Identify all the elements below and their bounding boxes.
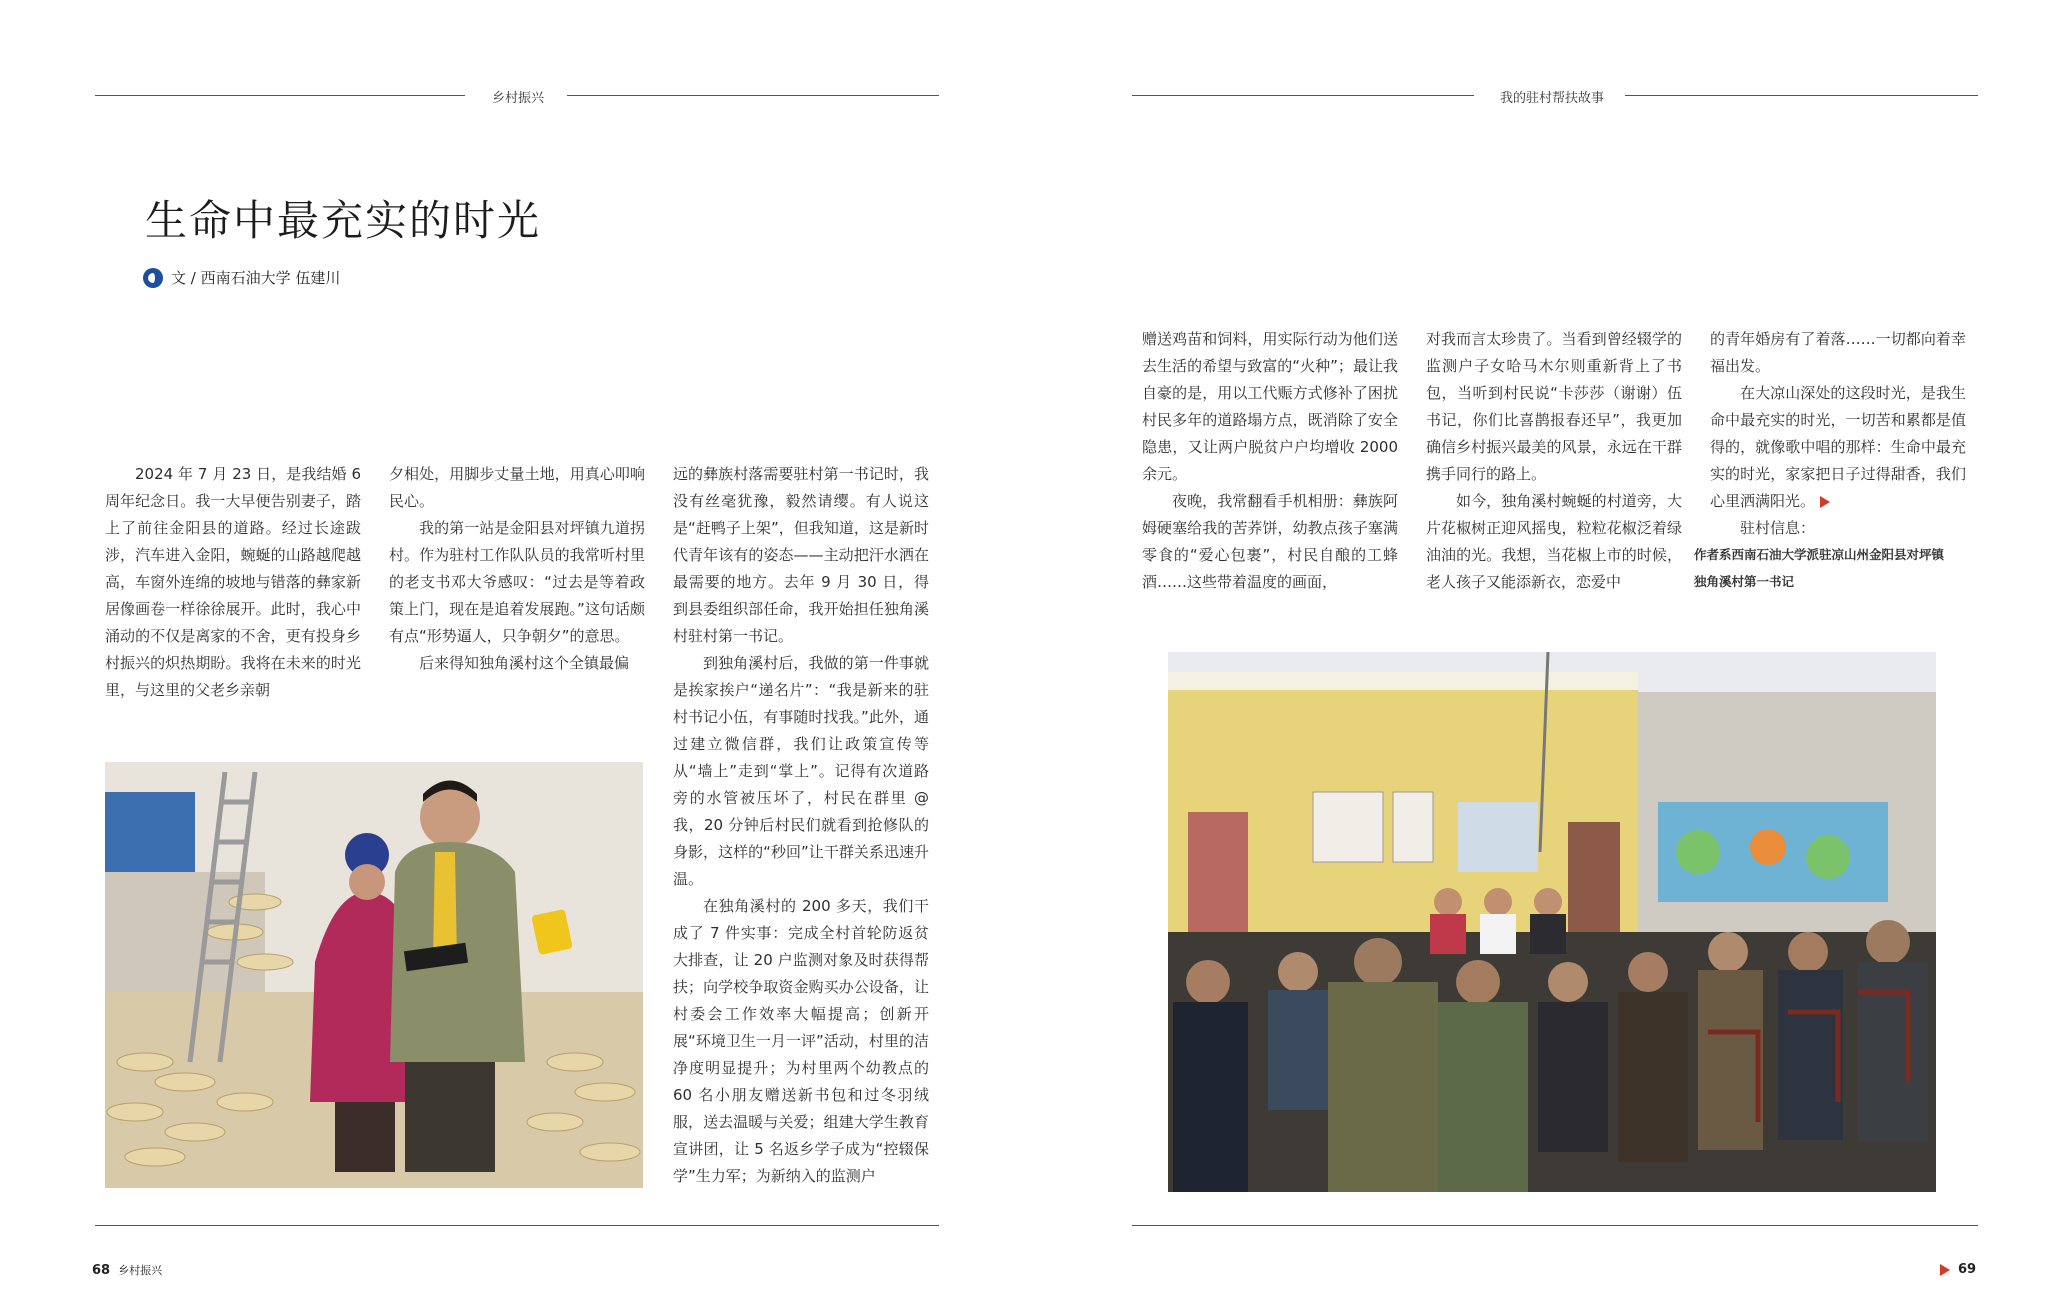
university-logo-icon <box>143 268 163 288</box>
folio-label: 乡村振兴 <box>118 1264 163 1277</box>
page-number: 69 <box>1958 1262 1977 1277</box>
paragraph: 的青年婚房有了着落……一切都向着幸福出发。 <box>1710 330 1966 375</box>
end-mark-icon <box>1820 496 1830 508</box>
left-column-3 <box>673 461 929 1190</box>
paragraph: 对我而言太珍贵了。当看到曾经辍学的监测户子女哈马木尔则重新背上了书包，当听到村民说“卡莎莎（谢谢）伍书记，你们比喜鹊报春还早”，我更加确信乡村振兴最美的风景，永远在干群携手同行的路上。 <box>1426 330 1682 483</box>
left-column-2 <box>389 461 645 677</box>
photo-village-meeting-illustration <box>1168 652 1936 1192</box>
paragraph: 在独角溪村的 200 多天，我们干成了 7 件实事：完成全村首轮防返贫大排查，让 20 户监测对象及时获得帮扶；向学校争取资金购买办公设备，让村委会工作效率大幅提高；创新开展“环境卫生一月一评”活动，村里的洁净度明显提升；为村里两个幼教点的 60 名小朋友赠送新书包和过冬羽绒服，送去温暖与关爱；组建大学生教育宣讲团，让 5 名返乡学子成为“控辍保学”生力军；为新纳入的监测户 <box>673 897 929 1185</box>
article-title: 生命中最充实的时光 <box>145 196 542 245</box>
paragraph: 夕相处，用脚步丈量土地，用真心叩响民心。 <box>389 465 645 510</box>
author-note: 作者系西南石油大学派驻凉山州金阳县对坪镇独角溪村第一书记 <box>1694 547 1945 589</box>
closing-paragraph-text: 在大凉山深处的这段时光，是我生命中最充实的时光，一切苦和累都是值得的，就像歌中唱的那样：生命中最充实的时光，家家把日子过得甜香，我们心里洒满阳光。 <box>1710 384 1966 510</box>
right-column-3 <box>1710 326 1966 542</box>
paragraph: 到独角溪村后，我做的第一件事就是挨家挨户“递名片”：“我是新来的驻村书记小伍，有事随时找我。”此外，通过建立微信群，我们让政策宣传等从“墙上”走到“掌上”。记得有次道路旁的水管被压坏了，村民在群里 @ 我，20 分钟后村民们就看到抢修队的身影，这样的“秒回”让干群关系迅速升温。 <box>673 654 929 888</box>
photo-village-meeting <box>1168 652 1936 1192</box>
right-column-2 <box>1426 326 1682 596</box>
photo-visit-villager-illustration <box>105 762 643 1188</box>
right-footer-rule <box>1132 1225 1978 1226</box>
paragraph: 如今，独角溪村蜿蜒的村道旁，大片花椒树正迎风摇曳，粒粒花椒泛着绿油油的光。我想，当花椒上市的时候，老人孩子又能添新衣，恋爱中 <box>1426 492 1682 591</box>
paragraph: 夜晚，我常翻看手机相册：彝族阿姆硬塞给我的苦荞饼，幼教点孩子塞满零食的“爱心包裹”，村民自酿的工蜂酒……这些带着温度的画面， <box>1142 492 1398 591</box>
left-header-rule-left <box>95 95 465 96</box>
paragraph: 2024 年 7 月 23 日，是我结婚 6 周年纪念日。我一大早便告别妻子，踏上了前往金阳县的道路。经过长途跋涉，汽车进入金阳，蜿蜒的山路越爬越高，车窗外连绵的坡地与错落的彝家新居像画卷一样徐徐展开。此时，我心中涌动的不仅是离家的不舍，更有投身乡村振兴的炽热期盼。我将在未来的时光里，与这里的父老乡亲朝 <box>105 465 361 699</box>
left-column-1 <box>105 461 361 704</box>
left-section-header: 乡村振兴 <box>492 91 545 106</box>
folio-flag-icon <box>1940 1264 1950 1276</box>
photo-visit-villager <box>105 762 643 1188</box>
left-footer-rule <box>95 1225 939 1226</box>
paragraph: 我的第一站是金阳县对坪镇九道拐村。作为驻村工作队队员的我常听村里的老支书邓大爷感叹：“过去是等着政策上门，现在是追着发展跑。”这句话颇有点“形势逼人，只争朝夕”的意思。 <box>389 519 645 645</box>
byline-text: 文 / 西南石油大学 伍建川 <box>171 269 341 287</box>
byline <box>143 267 340 288</box>
author-info-label: 驻村信息： <box>1740 519 1816 537</box>
right-header-rule-right <box>1625 95 1978 96</box>
left-header-rule-right <box>567 95 939 96</box>
paragraph: 后来得知独角溪村这个全镇最偏 <box>419 654 630 672</box>
page-number: 68 <box>92 1263 111 1278</box>
left-folio <box>92 1262 162 1278</box>
paragraph: 赠送鸡苗和饲料，用实际行动为他们送去生活的希望与致富的“火种”；最让我自豪的是，用以工代赈方式修补了困扰村民多年的道路塌方点，既消除了安全隐患，又让两户脱贫户户均增收 2000 余元。 <box>1142 330 1398 483</box>
right-folio <box>1940 1262 1976 1277</box>
right-section-header: 我的驻村帮扶故事 <box>1500 91 1605 106</box>
right-column-1 <box>1142 326 1398 596</box>
paragraph <box>1710 380 1966 515</box>
right-header-rule-left <box>1132 95 1474 96</box>
paragraph: 远的彝族村落需要驻村第一书记时，我没有丝毫犹豫，毅然请缨。有人说这是“赶鸭子上架”，但我知道，这是新时代青年该有的姿态——主动把汗水洒在最需要的地方。去年 9 月 30 日，得到县委组织部任命，我开始担任独角溪村驻村第一书记。 <box>673 465 929 645</box>
